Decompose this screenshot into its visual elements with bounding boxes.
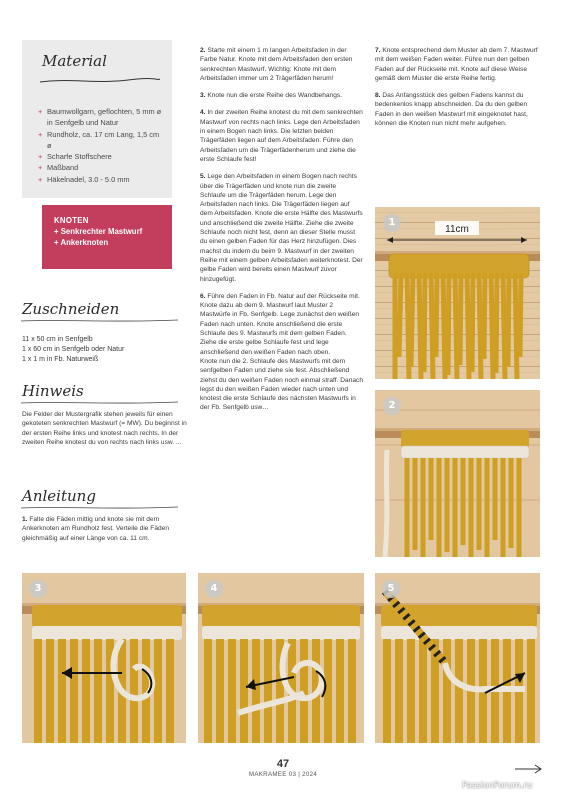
- knoten-title: KNOTEN: [54, 216, 89, 225]
- step-text: Lege den Arbeitsfaden in einem Bogen nach rechts über die Trägerfäden und knote nun die zweite Schlaufe um die Trägerfäden herum. Lege den Arbeitsfaden nach links. Die Trägerfäden liegen auf dem Arbeitsfaden. Knote die erste Hälfte des Mastwurfs und anschließend die zweite Hälfte. Ziehe die zweite Schlaufe noch nicht fest, denn an dieser Stelle musst du einen gelben Faden für das Herz hinzufügen. Dies machst du indem du beim 9. Mastwurf in der zweiten Reihe mit einem gelben Arbeitsfaden weiterknotest. Der gelbe Faden wird bereits einen Mastwurf zuvor hinzugefügt.: [200, 173, 363, 283]
- photo-step-3: [22, 573, 186, 743]
- material-item: + Maßband: [38, 162, 164, 173]
- knoten-item: + Ankerknoten: [54, 238, 109, 247]
- step-number: 8.: [375, 92, 381, 100]
- step-text: Führe den Faden in Fb. Natur auf der Rückseite mit. Knote dazu ab dem 9. Mastwurf laut Muster 2 Mastwürfe in Fb. Senfgelb. Lege zunächst den weißen Faden nach unten. Knote anschließend die erste Schlaufe des 9. Mastwurfs mit dem gelben Faden. Ziehe die erste gelbe Schlaufe fest und lege anschließend den weißen Faden nach oben.: [200, 292, 360, 356]
- instructions-column-3: [375, 46, 540, 136]
- photo-step-4: [198, 573, 364, 743]
- step-8: [375, 91, 540, 128]
- knoten-item-label: Senkrechter Mastwurf: [60, 227, 143, 236]
- zuschneiden-item: 1 x 1 m in Fb. Naturweiß: [22, 356, 99, 363]
- macrame-photo: [375, 390, 540, 557]
- instructions-column-2: [200, 46, 363, 413]
- photo-number-badge: 4: [205, 580, 223, 598]
- material-item: + Baumwollgarn, geflochten, 5 mm ø in Senfgelb und Natur: [38, 106, 164, 129]
- step-5: [200, 172, 363, 284]
- step-number: 7.: [375, 47, 381, 54]
- photo-number-badge: 2: [383, 397, 401, 415]
- step-text: Knote nun die erste Reihe des Wandbehangs.: [207, 92, 342, 100]
- zuschneiden-item: 11 x 50 cm in Senfgelb: [22, 336, 93, 343]
- photo-step-5: [375, 573, 540, 743]
- material-list: [38, 106, 164, 185]
- material-item: + Häkelnadel, 3.0 - 5.0 mm: [38, 174, 164, 185]
- step-text: Falte die Fäden mittig und knote sie mit dem Ankerknoten am Rundholz fest. Verteile die Fäden gleichmäßig auf einer Länge von ca. 11 cm.: [22, 516, 169, 542]
- watermark: PassionForum.ru: [462, 781, 533, 791]
- material-title: Material: [42, 52, 107, 70]
- page-footer: [0, 758, 566, 778]
- step-3: [200, 91, 363, 100]
- step-7: [375, 46, 540, 83]
- step-6-continued: [200, 357, 363, 413]
- macrame-photo: [198, 573, 364, 743]
- macrame-photo: [375, 207, 540, 379]
- material-item: + Rundholz, ca. 17 cm Lang, 1,5 cm ø: [38, 129, 164, 152]
- step-text: In der zweiten Reihe knotest du mit dem senkrechten Mastwurf von rechts nach links. Lege den Arbeitsfaden in einem Bogen nach links. Die letzten beiden Trägerfäden liegen auf dem Arbeitsfaden. Führe den Arbeitsfaden um die Trägerfädenherum und ziehe die erste Schlaufe fest!: [200, 109, 363, 163]
- photo-number-badge: 1: [383, 214, 401, 232]
- magazine-issue: MAKRAMEE 03 | 2024: [248, 771, 318, 778]
- step-number: 3.: [200, 92, 206, 100]
- photo-step-2: [375, 390, 540, 557]
- step-text: Knote nun die 2. Schlaufe des Mastwurfs mit dem senfgelben Faden und ziehe sie fest. Abschließend ziehst du den weißen Faden noch einmal straff. Danach legst du den weißen Faden wieder nach unten und knotest die erste Schlaufe des nächsten Mastwurfs in der Fb. Senfgelb usw…: [200, 357, 363, 412]
- material-box: [22, 40, 172, 198]
- step-6: [200, 292, 363, 357]
- zuschneiden-list: [22, 335, 182, 365]
- heading-underline: [20, 318, 180, 324]
- macrame-photo: [22, 573, 186, 743]
- material-underline: [38, 76, 162, 86]
- step-text: Knote entsprechend dem Muster ab dem 7. Mastwurf mit dem weißen Faden weiter. Führe nun den gelben Faden auf der Rückseite mit. Knote auf diese Weise gemäß dem Muster die erste Reihe fertig.: [375, 47, 538, 82]
- anleitung-step-1: [22, 515, 187, 543]
- heading-underline: [20, 400, 180, 406]
- step-number: 5.: [200, 173, 206, 181]
- photo-number-badge: 5: [382, 580, 400, 598]
- hinweis-heading: Hinweis: [22, 382, 84, 400]
- macrame-photo: [375, 573, 540, 743]
- measure-label: 11cm: [445, 224, 469, 235]
- material-item: + Scharfe Stoffschere: [38, 151, 164, 162]
- step-number: 2.: [200, 47, 206, 54]
- heading-underline: [20, 505, 180, 511]
- hinweis-text: Die Felder der Mustergrafik stehen jeweils für einen gekoteten senkrechten Mastwurf (= MW). Du beginnst in der ersten Reihe links und knotest nach rechts. In der zweiten Reihe knotest du von rechts nach links usw. ...: [22, 411, 187, 446]
- step-4: [200, 108, 363, 164]
- zuschneiden-item: 1 x 60 cm in Senfgelb oder Natur: [22, 346, 125, 353]
- step-2: [200, 46, 363, 83]
- knoten-box: [42, 205, 172, 269]
- step-text: Starte mit einem 1 m langen Arbeitsfaden in der Farbe Natur. Knote mit dem Arbeitsfaden den ersten senkrechten Mastwurf. Wichtig: Knote mit dem Arbeitsfaden immer um 2 Trägerfäden herum!: [200, 47, 353, 82]
- next-page-arrow-icon: [514, 764, 544, 774]
- photo-step-1: [375, 207, 540, 379]
- knoten-item-label: Ankerknoten: [60, 238, 109, 247]
- knoten-list: [54, 226, 172, 248]
- anleitung-heading: Anleitung: [22, 487, 96, 505]
- knoten-item: + Senkrechter Mastwurf: [54, 227, 143, 236]
- step-number: 6.: [200, 292, 206, 300]
- step-text: Das Anfangsstück des gelben Fadens kannst du bedenkenlos knapp abschneiden. Da du den gelben Faden in den weißen Mastwurf mit eingeknotet hast, können die Knoten nun nicht mehr aufgehen.: [375, 92, 528, 128]
- photo-number-badge: 3: [29, 580, 47, 598]
- step-number: 1.: [22, 516, 28, 523]
- page-number: 47: [276, 758, 290, 770]
- step-number: 4.: [200, 109, 206, 117]
- zuschneiden-heading: Zuschneiden: [22, 300, 120, 318]
